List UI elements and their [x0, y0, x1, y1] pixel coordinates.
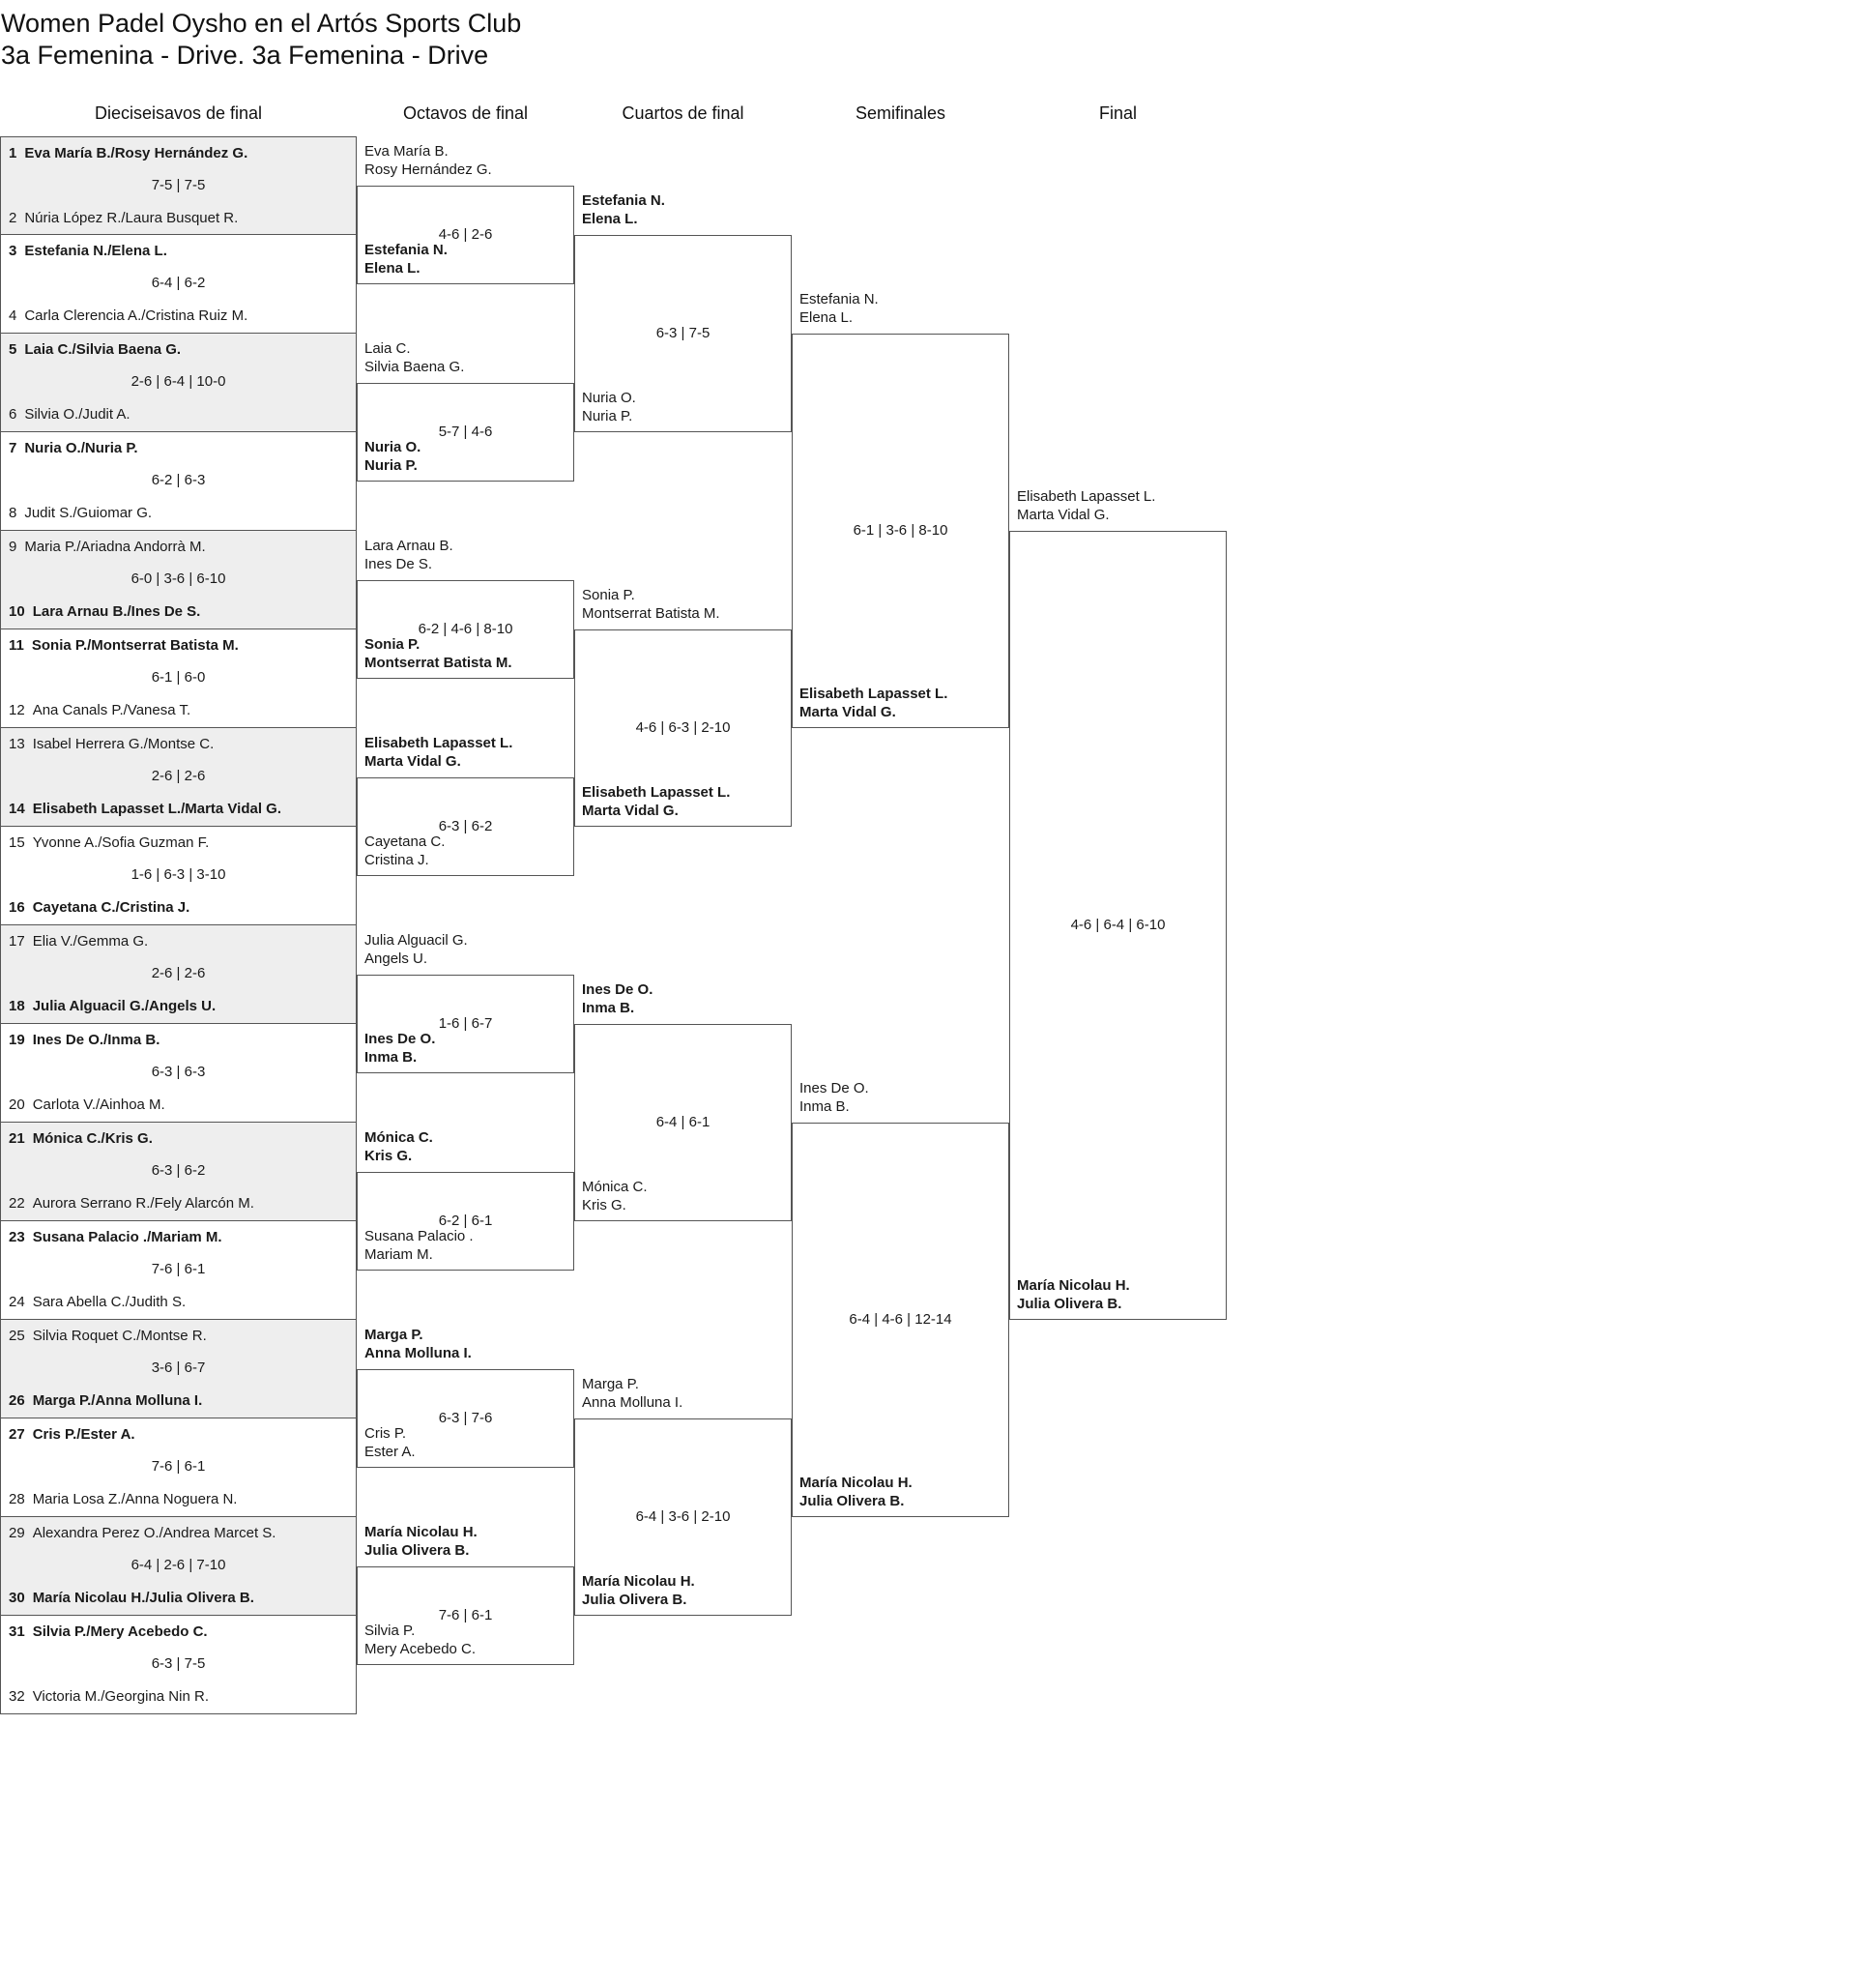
match-r1[interactable] — [0, 1517, 357, 1616]
player-name: Julia Olivera B. — [1017, 1296, 1122, 1312]
player-name: Montserrat Batista M. — [364, 655, 512, 671]
player-name: Elisabeth Lapasset L. — [799, 686, 948, 702]
match-score: 5-7 | 4-6 — [438, 424, 493, 440]
team-bottom[interactable] — [582, 389, 636, 425]
match-r1[interactable] — [0, 1418, 357, 1517]
team-name: Laia C./Silvia Baena G. — [24, 341, 182, 358]
player-name: Marga P. — [364, 1327, 423, 1343]
seed-number: 29 — [9, 1525, 25, 1541]
player-name: Nuria P. — [364, 457, 418, 474]
team-name: Sara Abella C./Judith S. — [32, 1294, 187, 1310]
team-top[interactable] — [9, 440, 138, 457]
match-score: 3-6 | 6-7 — [151, 1359, 206, 1376]
seed-number: 12 — [9, 702, 25, 718]
team-bottom[interactable] — [9, 801, 281, 818]
player-name: Elisabeth Lapasset L. — [364, 735, 513, 751]
player-name: Montserrat Batista M. — [582, 605, 720, 622]
team-top[interactable] — [364, 734, 512, 771]
team-bottom[interactable] — [9, 998, 216, 1015]
match-r1[interactable] — [0, 136, 357, 235]
team-bottom[interactable] — [799, 685, 947, 721]
match-score: 6-2 | 4-6 | 8-10 — [418, 621, 513, 637]
match-score: 1-6 | 6-7 — [438, 1015, 493, 1032]
team-bottom[interactable] — [799, 1474, 913, 1510]
team-bottom[interactable] — [9, 1688, 209, 1706]
match-score: 6-4 | 6-2 — [151, 275, 206, 291]
team-bottom[interactable] — [364, 1622, 476, 1658]
player-name: Marga P. — [582, 1376, 639, 1392]
player-name: Cayetana C. — [364, 833, 446, 850]
team-name: Susana Palacio ./Mariam M. — [32, 1229, 222, 1245]
player-name: María Nicolau H. — [799, 1475, 913, 1491]
player-name: Ines De O. — [364, 1031, 436, 1047]
player-name: Inma B. — [582, 1000, 635, 1016]
seed-number: 22 — [9, 1195, 25, 1212]
player-name: Elena L. — [364, 260, 420, 277]
team-name: Nuria O./Nuria P. — [24, 440, 138, 456]
match-score: 4-6 | 6-3 | 2-10 — [635, 719, 731, 736]
player-name: Julia Olivera B. — [582, 1592, 687, 1608]
player-name: María Nicolau H. — [582, 1573, 695, 1590]
player-name: Susana Palacio . — [364, 1228, 474, 1244]
seed-number: 9 — [9, 539, 17, 555]
team-top[interactable] — [582, 586, 720, 623]
team-bottom[interactable] — [9, 603, 200, 621]
seed-number: 2 — [9, 210, 17, 226]
team-name: Carlota V./Ainhoa M. — [32, 1096, 165, 1113]
player-name: Eva María B. — [364, 143, 449, 160]
team-bottom[interactable] — [9, 1294, 186, 1311]
team-bottom[interactable] — [364, 241, 448, 278]
team-bottom[interactable] — [9, 406, 130, 424]
match-score: 6-3 | 6-2 — [438, 818, 493, 834]
team-bottom[interactable] — [9, 1392, 202, 1410]
match-score: 2-6 | 6-4 | 10-0 — [130, 373, 226, 390]
team-top[interactable] — [9, 341, 181, 359]
team-name: Silvia Roquet C./Montse R. — [32, 1328, 207, 1344]
team-bottom[interactable] — [364, 833, 445, 869]
team-bottom[interactable] — [9, 307, 247, 325]
seed-number: 5 — [9, 341, 17, 358]
player-name: Estefania N. — [582, 192, 665, 209]
team-top[interactable] — [799, 290, 879, 327]
player-name: Marta Vidal G. — [582, 803, 679, 819]
team-bottom[interactable] — [582, 1572, 695, 1609]
player-name: Cris P. — [364, 1425, 407, 1442]
seed-number: 31 — [9, 1623, 25, 1640]
team-top[interactable] — [364, 1128, 433, 1165]
team-name: Lara Arnau B./Ines De S. — [32, 603, 201, 620]
team-top[interactable] — [9, 539, 206, 556]
match-score: 6-4 | 2-6 | 7-10 — [130, 1557, 226, 1573]
player-name: Marta Vidal G. — [799, 704, 896, 720]
match-score: 6-3 | 6-3 — [151, 1064, 206, 1080]
team-name: Eva María B./Rosy Hernández G. — [24, 145, 248, 161]
match-score: 6-4 | 6-1 — [655, 1114, 710, 1130]
team-name: Cayetana C./Cristina J. — [32, 899, 190, 916]
seed-number: 21 — [9, 1130, 25, 1147]
player-name: Kris G. — [364, 1148, 413, 1164]
team-name: Silvia O./Judit A. — [24, 406, 130, 423]
team-name: Mónica C./Kris G. — [32, 1130, 153, 1147]
page-title: Women Padel Oysho en el Artós Sports Club — [1, 9, 522, 38]
seed-number: 1 — [9, 145, 17, 161]
team-name: Maria Losa Z./Anna Noguera N. — [32, 1491, 238, 1507]
team-name: Ines De O./Inma B. — [32, 1032, 160, 1048]
seed-number: 26 — [9, 1392, 25, 1409]
player-name: Angels U. — [364, 950, 428, 967]
team-bottom[interactable] — [364, 635, 512, 672]
match-r1[interactable] — [0, 827, 357, 925]
team-name: Cris P./Ester A. — [32, 1426, 135, 1443]
player-name: Elena L. — [799, 309, 854, 326]
team-bottom[interactable] — [9, 1590, 254, 1607]
seed-number: 17 — [9, 933, 25, 950]
player-name: Marta Vidal G. — [364, 753, 461, 770]
team-top[interactable] — [9, 1229, 222, 1246]
round-header: Cuartos de final — [622, 103, 744, 123]
match-score: 2-6 | 2-6 — [151, 965, 206, 981]
team-top[interactable] — [9, 1623, 208, 1641]
team-top[interactable] — [364, 1326, 472, 1362]
player-name: Sonia P. — [582, 587, 635, 603]
match-score: 4-6 | 2-6 — [438, 226, 493, 243]
round-header: Dieciseisavos de final — [94, 103, 263, 123]
match-score: 6-3 | 7-5 — [151, 1655, 206, 1672]
team-name: Elisabeth Lapasset L./Marta Vidal G. — [32, 801, 281, 817]
team-top[interactable] — [9, 834, 209, 852]
seed-number: 24 — [9, 1294, 25, 1310]
seed-number: 13 — [9, 736, 25, 752]
team-bottom[interactable] — [9, 702, 190, 719]
player-name: Rosy Hernández G. — [364, 161, 492, 178]
team-name: Judit S./Guiomar G. — [24, 505, 153, 521]
player-name: Ines De S. — [364, 556, 433, 572]
team-name: Estefania N./Elena L. — [24, 243, 167, 259]
team-top[interactable] — [799, 1079, 869, 1116]
seed-number: 19 — [9, 1032, 25, 1048]
match-score: 6-4 | 4-6 | 12-14 — [849, 1311, 952, 1328]
match-score: 4-6 | 6-4 | 6-10 — [1070, 917, 1166, 933]
match-score: 2-6 | 2-6 — [151, 768, 206, 784]
player-name: Julia Alguacil G. — [364, 932, 468, 949]
seed-number: 27 — [9, 1426, 25, 1443]
seed-number: 11 — [9, 637, 24, 654]
player-name: Inma B. — [799, 1098, 850, 1115]
team-name: Sonia P./Montserrat Batista M. — [31, 637, 239, 654]
team-name: Maria P./Ariadna Andorrà M. — [24, 539, 206, 555]
team-top[interactable] — [582, 1375, 682, 1412]
player-name: Lara Arnau B. — [364, 538, 453, 554]
player-name: Elisabeth Lapasset L. — [582, 784, 731, 801]
match-r1[interactable] — [0, 728, 357, 827]
match-r1[interactable] — [0, 925, 357, 1024]
team-top[interactable] — [9, 736, 214, 753]
match-score: 7-5 | 7-5 — [151, 177, 206, 193]
match-r1[interactable] — [0, 1123, 357, 1221]
match-score: 6-0 | 3-6 | 6-10 — [130, 570, 226, 587]
team-name: Núria López R./Laura Busquet R. — [24, 210, 239, 226]
team-top[interactable] — [364, 339, 464, 376]
seed-number: 28 — [9, 1491, 25, 1507]
seed-number: 25 — [9, 1328, 25, 1344]
seed-number: 16 — [9, 899, 25, 916]
seed-number: 23 — [9, 1229, 25, 1245]
player-name: Ines De O. — [582, 981, 653, 998]
player-name: Mery Acebedo C. — [364, 1641, 477, 1657]
team-top[interactable] — [9, 637, 239, 655]
team-bottom[interactable] — [9, 1491, 237, 1508]
player-name: Nuria O. — [364, 439, 421, 455]
seed-number: 32 — [9, 1688, 25, 1705]
player-name: Nuria P. — [582, 408, 633, 424]
team-bottom[interactable] — [364, 1227, 474, 1264]
player-name: Julia Olivera B. — [364, 1542, 470, 1559]
match-score: 6-3 | 7-5 — [655, 325, 710, 341]
match-score: 7-6 | 6-1 — [438, 1607, 493, 1623]
team-name: Isabel Herrera G./Montse C. — [32, 736, 215, 752]
team-bottom[interactable] — [364, 438, 420, 475]
player-name: Inma B. — [364, 1049, 418, 1066]
team-top[interactable] — [1017, 487, 1155, 524]
player-name: Estefania N. — [799, 291, 879, 307]
player-name: Marta Vidal G. — [1017, 507, 1110, 523]
team-bottom[interactable] — [9, 210, 238, 227]
team-bottom[interactable] — [1017, 1276, 1130, 1313]
seed-number: 7 — [9, 440, 17, 456]
match-score: 6-1 | 3-6 | 8-10 — [853, 522, 948, 539]
player-name: Laia C. — [364, 340, 411, 357]
match-score: 6-3 | 7-6 — [438, 1410, 493, 1426]
team-top[interactable] — [582, 191, 665, 228]
team-top[interactable] — [9, 1525, 276, 1542]
player-name: Anna Molluna I. — [582, 1394, 683, 1411]
player-name: Ines De O. — [799, 1080, 869, 1096]
team-top[interactable] — [364, 1523, 478, 1560]
team-name: María Nicolau H./Julia Olivera B. — [32, 1590, 254, 1606]
team-top[interactable] — [364, 537, 453, 573]
team-name: Yvonne A./Sofia Guzman F. — [32, 834, 210, 851]
seed-number: 3 — [9, 243, 17, 259]
team-bottom[interactable] — [9, 1096, 165, 1114]
team-name: Ana Canals P./Vanesa T. — [32, 702, 191, 718]
team-name: Elia V./Gemma G. — [32, 933, 149, 950]
player-name: Silvia P. — [364, 1623, 416, 1639]
player-name: Sonia P. — [364, 636, 420, 653]
team-top[interactable] — [9, 1130, 153, 1148]
team-top[interactable] — [9, 933, 148, 950]
team-top[interactable] — [9, 1032, 160, 1049]
player-name: Mónica C. — [364, 1129, 433, 1146]
player-name: Estefania N. — [364, 242, 448, 258]
player-name: Anna Molluna I. — [364, 1345, 472, 1361]
player-name: Ester A. — [364, 1444, 416, 1460]
player-name: María Nicolau H. — [1017, 1277, 1130, 1294]
round-header: Final — [1098, 103, 1137, 123]
player-name: Cristina J. — [364, 852, 429, 868]
player-name: Silvia Baena G. — [364, 359, 465, 375]
match-r1[interactable] — [0, 1024, 357, 1123]
match-r1[interactable] — [0, 1320, 357, 1418]
player-name: Kris G. — [582, 1197, 626, 1213]
match-score: 1-6 | 6-3 | 3-10 — [130, 866, 226, 883]
seed-number: 10 — [9, 603, 25, 620]
team-bottom[interactable] — [364, 1030, 435, 1067]
team-bottom[interactable] — [364, 1424, 416, 1461]
seed-number: 18 — [9, 998, 25, 1014]
player-name: Mariam M. — [364, 1246, 433, 1263]
team-name: Alexandra Perez O./Andrea Marcet S. — [32, 1525, 276, 1541]
seed-number: 6 — [9, 406, 17, 423]
team-name: Aurora Serrano R./Fely Alarcón M. — [32, 1195, 254, 1212]
player-name: Julia Olivera B. — [799, 1493, 905, 1509]
match-score: 7-6 | 6-1 — [151, 1458, 206, 1475]
match-r1[interactable] — [0, 531, 357, 629]
match-r1[interactable] — [0, 334, 357, 432]
match-score: 6-4 | 3-6 | 2-10 — [635, 1508, 731, 1525]
team-top[interactable] — [9, 243, 167, 260]
round-header: Octavos de final — [402, 103, 529, 123]
team-name: Carla Clerencia A./Cristina Ruiz M. — [24, 307, 248, 324]
seed-number: 14 — [9, 801, 25, 817]
round-header: Semifinales — [855, 103, 946, 123]
match-score: 7-6 | 6-1 — [151, 1261, 206, 1277]
match-r1[interactable] — [0, 629, 357, 728]
match-r1[interactable] — [0, 1616, 357, 1714]
player-name: María Nicolau H. — [364, 1524, 478, 1540]
team-top[interactable] — [9, 1426, 135, 1444]
team-top[interactable] — [9, 145, 247, 162]
team-bottom[interactable] — [9, 505, 152, 522]
seed-number: 4 — [9, 307, 17, 324]
team-name: Victoria M./Georgina Nin R. — [32, 1688, 209, 1705]
team-name: Silvia P./Mery Acebedo C. — [32, 1623, 208, 1640]
match-r1[interactable] — [0, 235, 357, 334]
match-score: 6-3 | 6-2 — [151, 1162, 206, 1179]
team-bottom[interactable] — [9, 899, 189, 917]
seed-number: 15 — [9, 834, 25, 851]
team-top[interactable] — [9, 1328, 207, 1345]
match-r1[interactable] — [0, 432, 357, 531]
team-top[interactable] — [582, 980, 652, 1017]
player-name: Nuria O. — [582, 390, 636, 406]
match-r1[interactable] — [0, 1221, 357, 1320]
team-top[interactable] — [364, 142, 492, 179]
team-bottom[interactable] — [582, 1178, 648, 1214]
player-name: Elisabeth Lapasset L. — [1017, 488, 1156, 505]
match-score: 6-1 | 6-0 — [151, 669, 206, 686]
team-name: Marga P./Anna Molluna I. — [32, 1392, 203, 1409]
player-name: Elena L. — [582, 211, 638, 227]
match-score: 6-2 | 6-1 — [438, 1213, 493, 1229]
match-score: 6-2 | 6-3 — [151, 472, 206, 488]
page-subtitle: 3a Femenina - Drive. 3a Femenina - Drive — [1, 41, 489, 70]
seed-number: 30 — [9, 1590, 25, 1606]
team-name: Julia Alguacil G./Angels U. — [32, 998, 217, 1014]
seed-number: 20 — [9, 1096, 25, 1113]
team-top[interactable] — [364, 931, 468, 968]
team-bottom[interactable] — [9, 1195, 254, 1213]
seed-number: 8 — [9, 505, 17, 521]
team-bottom[interactable] — [582, 783, 730, 820]
player-name: Mónica C. — [582, 1179, 648, 1195]
